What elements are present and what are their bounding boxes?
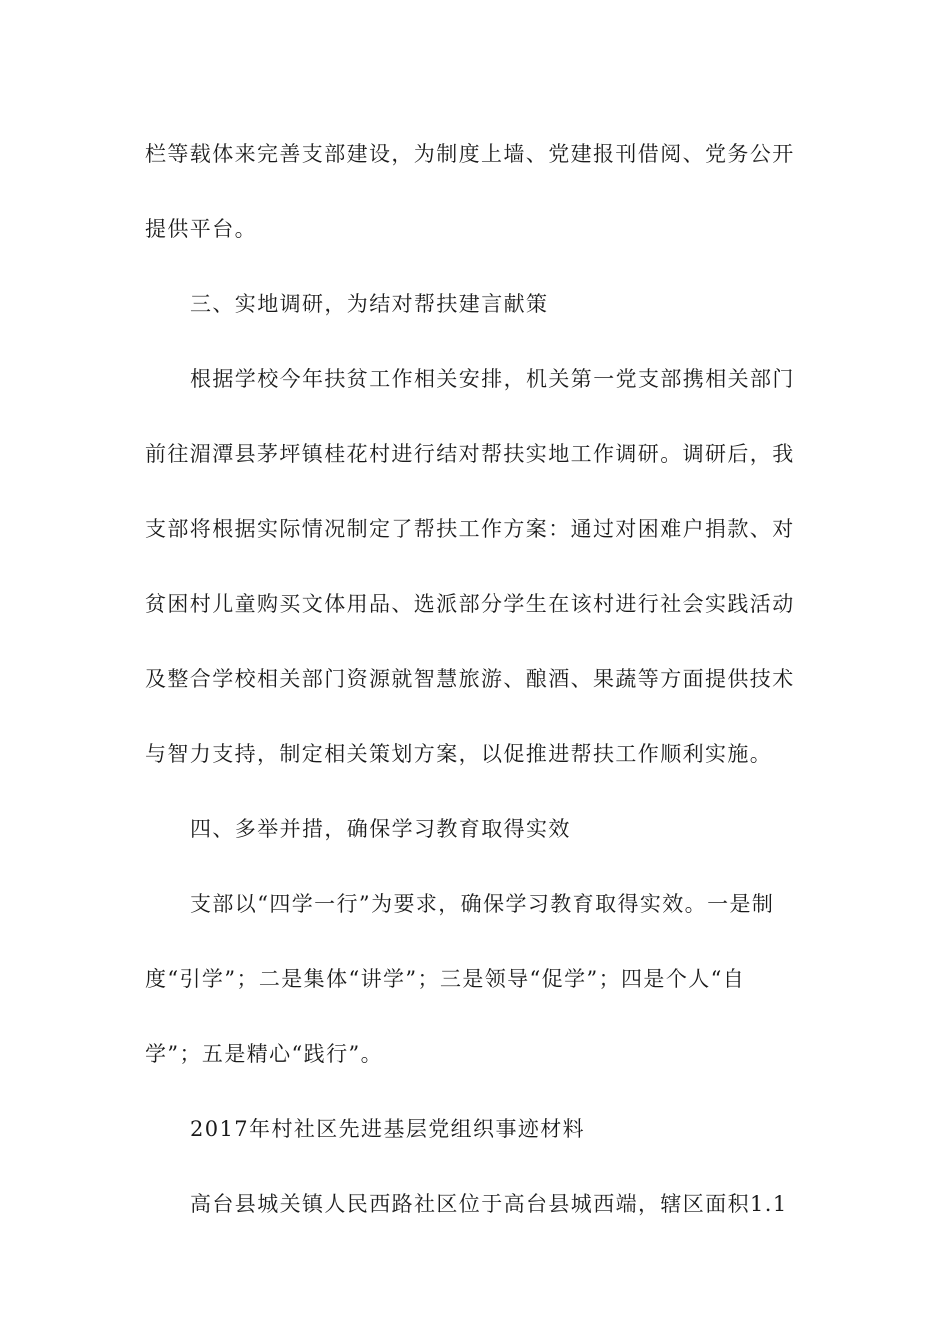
body-text-line: 及整合学校相关部门资源就智慧旅游、酿酒、果蔬等方面提供技术 [145, 667, 795, 691]
section-heading-4: 四、多举并措，确保学习教育取得实效 [190, 817, 571, 841]
body-text-line: 前往湄潭县茅坪镇桂花村进行结对帮扶实地工作调研。调研后，我 [145, 442, 795, 466]
body-text-line: 根据学校今年扶贫工作相关安排，机关第一党支部携相关部门 [190, 367, 795, 391]
body-text-line: 支部将根据实际情况制定了帮扶工作方案：通过对困难户捐款、对 [145, 517, 795, 541]
body-text-line: 度“引学”；二是集体“讲学”；三是领导“促学”；四是个人“自 [145, 967, 746, 991]
body-text-line: 提供平台。 [145, 217, 257, 241]
body-text-line: 支部以“四学一行”为要求，确保学习教育取得实效。一是制 [190, 892, 775, 916]
body-text-line: 高台县城关镇人民西路社区位于高台县城西端，辖区面积1.1 [190, 1192, 788, 1216]
document-title: 2017年村社区先进基层党组织事迹材料 [190, 1117, 586, 1141]
body-text-line: 贫困村儿童购买文体用品、选派部分学生在该村进行社会实践活动 [145, 592, 795, 616]
section-heading-3: 三、实地调研，为结对帮扶建言献策 [190, 292, 549, 316]
body-text-line: 与智力支持，制定相关策划方案，以促推进帮扶工作顺利实施。 [145, 742, 773, 766]
body-text-line: 栏等载体来完善支部建设，为制度上墙、党建报刊借阅、党务公开 [145, 142, 795, 166]
body-text-line: 学”；五是精心“践行”。 [145, 1042, 384, 1066]
